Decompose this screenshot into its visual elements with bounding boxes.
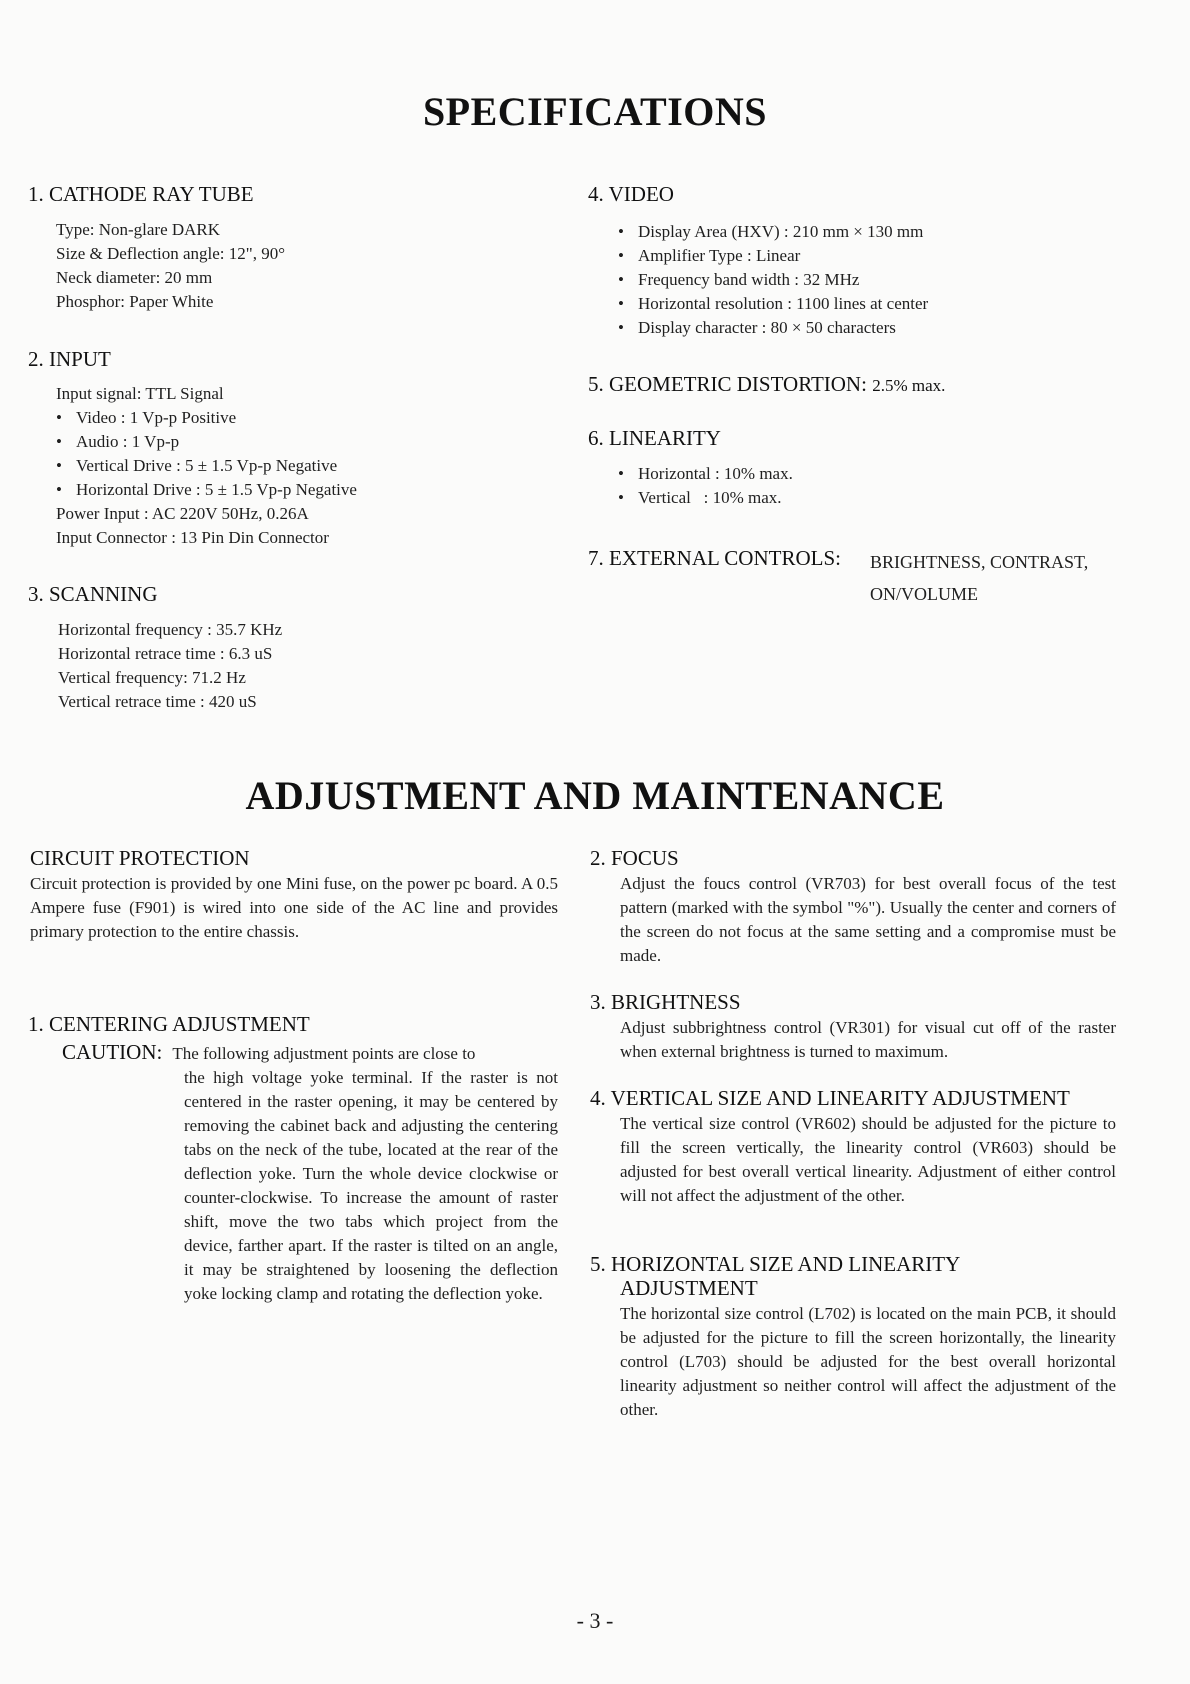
input-bullet: • Vertical Drive : 5 ± 1.5 Vp-p Negative [56, 454, 357, 478]
video-bullet: • Display character : 80 × 50 characters [618, 316, 928, 340]
caution-label: CAUTION: [62, 1040, 163, 1064]
geometric-distortion [588, 372, 945, 397]
input-bullet: • Video : 1 Vp-p Positive [56, 406, 357, 430]
section-title: ADJUSTMENT AND MAINTENANCE [245, 773, 945, 818]
horizontal-heading-line2: ADJUSTMENT [620, 1276, 758, 1300]
circuit-protection-heading: CIRCUIT PROTECTION [30, 846, 250, 870]
page-title: SPECIFICATIONS [422, 89, 768, 134]
section-heading-external: 7. EXTERNAL CONTROLS: [588, 546, 841, 570]
vertical-heading: 4. VERTICAL SIZE AND LINEARITY ADJUSTMENT [590, 1086, 1070, 1110]
crt-type: Type: Non-glare DARK [56, 220, 221, 239]
video-bullet: • Horizontal resolution : 1100 lines at center [618, 292, 928, 316]
geometric-heading: 5. GEOMETRIC DISTORTION: [588, 372, 867, 396]
focus-heading: 2. FOCUS [590, 846, 679, 870]
section-heading-linearity: 6. LINEARITY [588, 426, 721, 450]
section-heading-video: 4. VIDEO [588, 182, 674, 206]
crt-size: Size & Deflection angle: 12", 90° [56, 244, 286, 263]
section-heading-scanning: 3. SCANNING [28, 582, 158, 606]
brightness-text: Adjust subbrightness control (VR301) for visual cut off of the raster when external brightness is turned to maximum. [620, 1018, 1116, 1061]
horizontal-heading-line1: 5. HORIZONTAL SIZE AND LINEARITY [590, 1252, 961, 1276]
linearity-bullet: • Vertical : 10% max. [618, 486, 793, 510]
page-number: - 3 - [576, 1608, 614, 1633]
crt-phosphor: Phosphor: Paper White [56, 292, 214, 311]
video-bullet: • Amplifier Type : Linear [618, 244, 928, 268]
external-controls-line2: ON/VOLUME [870, 584, 978, 604]
scan-line: Vertical retrace time : 420 uS [58, 692, 257, 711]
input-bullet: • Audio : 1 Vp-p [56, 430, 357, 454]
horizontal-text: The horizontal size control (L702) is located on the main PCB, it should be adjusted for the picture to fill the screen horizontally, the linearity control (L703) should be adjusted for the best overall horizontal linearity adjustment so neither control will affect the adjustment of the other. [620, 1304, 1116, 1419]
scan-line: Horizontal frequency : 35.7 KHz [58, 620, 283, 639]
focus-text: Adjust the foucs control (VR703) for best overall focus of the test pattern (marked with the symbol "%"). Usually the center and corners of the screen do not focus at the same setting and a compromise must be made. [620, 874, 1116, 965]
caution-first-line: The following adjustment points are close to [172, 1044, 476, 1063]
section-heading-input: 2. INPUT [28, 347, 111, 371]
brightness-heading: 3. BRIGHTNESS [590, 990, 741, 1014]
video-bullet: • Display Area (HXV) : 210 mm × 130 mm [618, 220, 928, 244]
input-power: Power Input : AC 220V 50Hz, 0.26A [56, 504, 309, 523]
input-signal: Input signal: TTL Signal [56, 384, 224, 403]
input-connector: Input Connector : 13 Pin Din Connector [56, 528, 329, 547]
linearity-bullet: • Horizontal : 10% max. [618, 462, 793, 486]
centering-heading: 1. CENTERING ADJUSTMENT [28, 1012, 310, 1036]
scanning-specs [58, 618, 282, 714]
input-specs [56, 382, 357, 550]
input-bullet: • Horizontal Drive : 5 ± 1.5 Vp-p Negative [56, 478, 357, 502]
external-controls-line1: BRIGHTNESS, CONTRAST, [870, 552, 1089, 572]
vertical-text: The vertical size control (VR602) should be adjusted for the picture to fill the screen vertically, the linearity control (VR603) should be adjusted for best overall vertical linearity. Adjustment of either control will not affect the adjustment of the other. [620, 1114, 1116, 1205]
crt-neck: Neck diameter: 20 mm [56, 268, 213, 287]
scan-line: Vertical frequency: 71.2 Hz [58, 668, 246, 687]
geometric-value: 2.5% max. [872, 376, 946, 395]
linearity-specs [618, 462, 793, 510]
scan-line: Horizontal retrace time : 6.3 uS [58, 644, 273, 663]
crt-specs [56, 218, 285, 314]
caution-line [62, 1040, 475, 1066]
centering-text: the high voltage yoke terminal. If the raster is not centered in the raster opening, it may be centered by removing the cabinet back and adjusting the centering tabs on the neck of the tube, located at the rear of the deflection yoke. Turn the whole device clockwise or counter-clockwise. To increase the amount of raster shift, move the two tabs which project from the device, farther apart. If the raster is tilted on an angle, it may be straightened by loosening the deflection yoke locking clamp and rotating the deflection yoke. [184, 1068, 558, 1303]
circuit-protection-text: Circuit protection is provided by one Mini fuse, on the power pc board. A 0.5 Ampere fuse (F901) is wired into one side of the AC line and provides primary protection to the entire chassis. [30, 874, 558, 941]
video-specs [618, 220, 928, 340]
section-heading-crt: 1. CATHODE RAY TUBE [28, 182, 254, 206]
video-bullet: • Frequency band width : 32 MHz [618, 268, 928, 292]
